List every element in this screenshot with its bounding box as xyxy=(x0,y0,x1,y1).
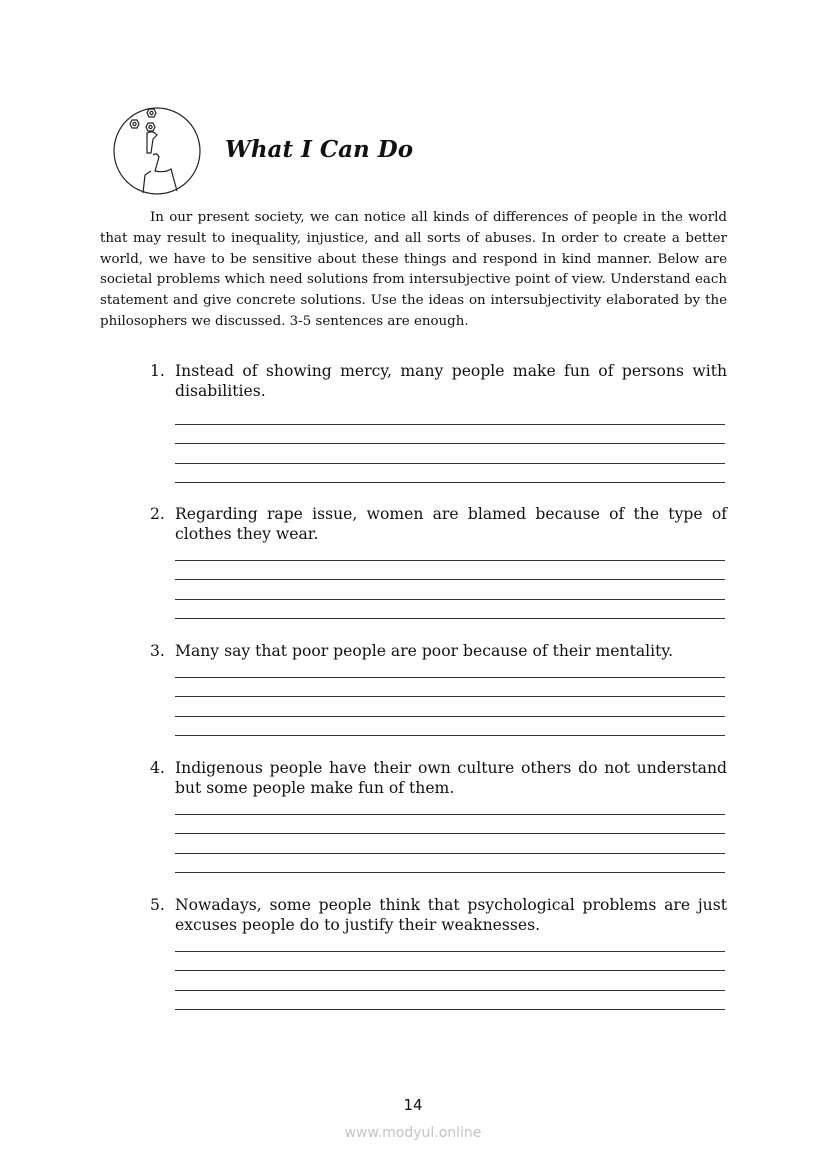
question-3 xyxy=(150,641,727,661)
page-title: What I Can Do xyxy=(225,136,414,163)
question-number: 5. xyxy=(150,896,165,914)
answer-lines[interactable] xyxy=(175,541,725,619)
question-text: Many say that poor people are poor because of their mentality. xyxy=(175,642,674,660)
answer-lines[interactable] xyxy=(175,405,725,483)
question-2 xyxy=(150,504,727,544)
intro-paragraph: In our present society, we can notice all kinds of differences of people in the world that may result to inequality, injustice, and all sorts of abuses. In order to create a better world, we have to be sensitive about these things and respond in kind manner. Below are societal problems which need solutions from intersubjective point of view. Understand each statement and give concrete solutions. Use the ideas on intersubjectivity elaborated by the philosophers we discussed. 3-5 sentences are enough. xyxy=(100,210,727,329)
question-1 xyxy=(150,361,727,401)
answer-lines[interactable] xyxy=(175,795,725,873)
hand-with-wrench-icon xyxy=(113,107,201,195)
question-number: 1. xyxy=(150,362,165,380)
question-text: Nowadays, some people think that psychological problems are just excuses people do to justify their weaknesses. xyxy=(175,896,727,934)
question-5 xyxy=(150,895,727,935)
answer-lines[interactable] xyxy=(175,932,725,1010)
page-number: 14 xyxy=(403,1096,423,1114)
question-number: 2. xyxy=(150,505,165,523)
watermark: www.modyul.online xyxy=(344,1125,482,1141)
question-4 xyxy=(150,758,727,798)
question-text: Regarding rape issue, women are blamed because of the type of clothes they wear. xyxy=(175,505,727,543)
answer-lines[interactable] xyxy=(175,658,725,736)
question-text: Instead of showing mercy, many people make fun of persons with disabilities. xyxy=(175,362,727,400)
question-text: Indigenous people have their own culture others do not understand but some people make fun of them. xyxy=(175,759,727,797)
question-number: 4. xyxy=(150,759,165,777)
question-number: 3. xyxy=(150,642,165,660)
